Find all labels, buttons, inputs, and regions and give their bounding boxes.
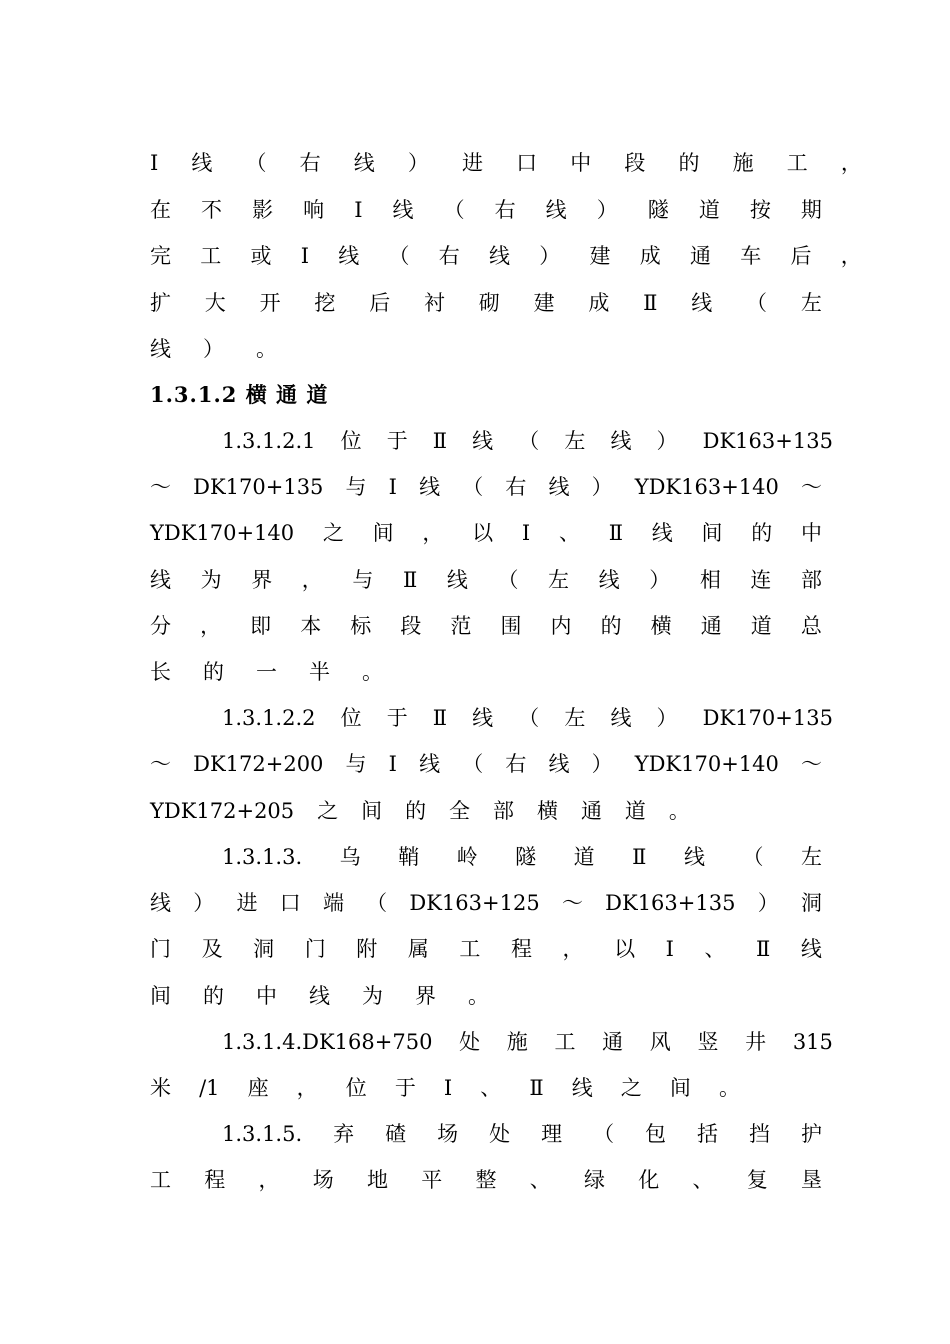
text-token: YDK170+140	[634, 752, 779, 776]
text-token: 通	[690, 244, 712, 268]
text-token: 道	[573, 845, 595, 869]
text-token: 线	[446, 568, 468, 592]
text-token: 部	[801, 568, 822, 592]
text-token: 与	[345, 475, 367, 499]
text-token: 线	[150, 568, 171, 592]
text-token: 中	[800, 521, 822, 545]
text-token: 为	[362, 984, 383, 1008]
text-token: 井	[745, 1030, 767, 1054]
text-token: 线	[150, 337, 171, 361]
text-token: 挡	[749, 1122, 771, 1146]
text-token: 乌	[339, 845, 361, 869]
text-token: 右	[299, 151, 321, 175]
text-token: 洞	[253, 937, 275, 961]
text-token: 线	[548, 752, 570, 776]
text-token: 线	[489, 244, 511, 268]
text-line	[222, 426, 833, 456]
text-token: 线	[338, 244, 360, 268]
text-token: 界	[415, 984, 436, 1008]
text-token: 的	[405, 799, 427, 823]
text-token: 处	[459, 1030, 481, 1054]
text-token: ，	[258, 1168, 280, 1192]
text-token: 处	[489, 1122, 511, 1146]
text-token: 车	[740, 244, 762, 268]
text-token: 理	[541, 1122, 563, 1146]
text-token: 岭	[456, 845, 478, 869]
text-token: 之	[620, 1076, 642, 1100]
text-line	[222, 1027, 833, 1057]
text-token: Ⅱ	[756, 937, 771, 961]
text-token: 左	[800, 291, 822, 315]
text-token: （	[388, 244, 410, 268]
text-token: （	[462, 752, 484, 776]
text-line	[150, 1073, 740, 1103]
text-token: ）	[656, 706, 678, 730]
text-token: 内	[550, 614, 572, 638]
text-token: 响	[303, 198, 325, 222]
text-line	[150, 934, 822, 964]
text-token: 在	[150, 198, 171, 222]
text-token: 。	[362, 660, 383, 684]
text-token: ，	[296, 1076, 318, 1100]
text-token: 建	[533, 291, 555, 315]
text-token: 位	[345, 1076, 367, 1100]
text-token: 部	[493, 799, 514, 823]
text-token: 横	[650, 614, 672, 638]
text-token: 为	[200, 568, 222, 592]
text-token: DK172+200	[193, 752, 324, 776]
text-token: 间	[669, 1076, 691, 1100]
text-token: Ⅱ	[643, 291, 658, 315]
text-token: Ⅱ	[402, 568, 418, 592]
text-token: 后	[790, 244, 812, 268]
text-token: 施	[732, 151, 754, 175]
text-token: 隧	[515, 845, 537, 869]
text-token: 扩	[150, 291, 171, 315]
text-token: ）	[757, 891, 779, 915]
text-token: 、	[692, 1168, 714, 1192]
text-token: 与	[352, 568, 374, 592]
text-token: （	[518, 429, 540, 453]
text-token: 。	[256, 337, 277, 361]
text-token: 成	[588, 291, 610, 315]
text-line	[150, 796, 690, 826]
text-token: （	[593, 1122, 615, 1146]
text-token: 洞	[800, 891, 822, 915]
text-token: （	[742, 845, 764, 869]
text-token: Ⅰ	[388, 475, 397, 499]
text-token: DK163+135	[702, 429, 833, 453]
text-token: 线	[800, 937, 822, 961]
text-token: 的	[203, 660, 224, 684]
text-token: ）	[596, 198, 618, 222]
text-token: 场	[312, 1168, 334, 1192]
text-token: 线	[392, 198, 414, 222]
text-token: 连	[750, 568, 772, 592]
text-token: 场	[437, 1122, 459, 1146]
text-token: 期	[800, 198, 822, 222]
text-token: 全	[449, 799, 471, 823]
text-token: ～	[150, 752, 171, 776]
text-token: 线	[353, 151, 375, 175]
text-token: 位	[340, 706, 362, 730]
text-token: 鞘	[398, 845, 420, 869]
text-token: 1.3.1.3.	[222, 845, 303, 869]
text-token: ）	[649, 568, 671, 592]
text-token: DK170+135	[193, 475, 324, 499]
text-token: 于	[394, 1076, 416, 1100]
text-token: 或	[250, 244, 272, 268]
text-token: 开	[259, 291, 281, 315]
text-token: 、	[558, 521, 580, 545]
text-token: Ⅱ	[432, 706, 448, 730]
text-token: 半	[309, 660, 330, 684]
text-line	[222, 703, 833, 733]
text-token: （	[245, 151, 267, 175]
text-token: 绿	[584, 1168, 605, 1192]
text-token: 的	[678, 151, 700, 175]
text-token: 1.3.1.2.2	[222, 706, 316, 730]
text-token: 线	[419, 752, 441, 776]
text-token: 间	[150, 984, 171, 1008]
text-token: 1.3.1.2.1	[222, 429, 316, 453]
text-token: 315	[792, 1030, 833, 1054]
text-token: /1	[199, 1076, 220, 1100]
text-token: 竖	[697, 1030, 719, 1054]
text-token: 程	[204, 1168, 226, 1192]
text-token: 。	[718, 1076, 740, 1100]
text-token: ，	[200, 614, 222, 638]
text-token: 左	[564, 429, 586, 453]
text-token: ）	[656, 429, 678, 453]
text-token: 1.3.1.5.	[222, 1122, 303, 1146]
text-token: 之	[317, 799, 339, 823]
text-token: ）	[591, 475, 613, 499]
text-token: 位	[340, 429, 362, 453]
text-token: 围	[500, 614, 522, 638]
text-token: 按	[749, 198, 771, 222]
text-token: 砌	[478, 291, 500, 315]
text-token: 段	[400, 614, 422, 638]
text-token: Ⅱ	[632, 845, 647, 869]
text-token: 括	[697, 1122, 719, 1146]
text-token: YDK170+140	[150, 521, 295, 545]
text-line	[150, 749, 822, 779]
text-token: （	[462, 475, 484, 499]
text-token: 的	[751, 521, 773, 545]
text-token: 风	[649, 1030, 671, 1054]
text-token: 进	[236, 891, 258, 915]
text-token: 中	[570, 151, 592, 175]
text-token: 大	[204, 291, 226, 315]
text-token: 相	[699, 568, 721, 592]
text-token: 本	[300, 614, 322, 638]
text-token: 线	[651, 521, 673, 545]
text-token: 附	[356, 937, 378, 961]
text-token: 口	[516, 151, 538, 175]
text-token: 总	[800, 614, 822, 638]
text-token: 左	[548, 568, 570, 592]
text-token: ）	[539, 244, 561, 268]
text-line	[150, 657, 822, 687]
text-token: ～	[561, 891, 583, 915]
text-token: 一	[256, 660, 277, 684]
text-token: 之	[322, 521, 344, 545]
text-token: 端	[322, 891, 344, 915]
text-token: 复	[746, 1168, 768, 1192]
text-token: 分	[150, 614, 171, 638]
text-token: ）	[591, 752, 613, 776]
text-token: 1.3.1.4.DK168+750	[222, 1030, 433, 1054]
text-token: 长	[150, 660, 171, 684]
text-token: 线	[598, 568, 620, 592]
text-line	[150, 148, 862, 178]
text-token: ～	[801, 475, 822, 499]
text-token: 界	[251, 568, 273, 592]
text-token: 施	[506, 1030, 528, 1054]
text-token: 工	[459, 937, 481, 961]
text-token: Ⅰ	[443, 1076, 453, 1100]
text-token: 段	[624, 151, 646, 175]
text-token: 影	[252, 198, 274, 222]
text-line	[150, 334, 822, 364]
text-line	[150, 518, 822, 548]
text-token: ～	[150, 475, 171, 499]
text-token: 以	[614, 937, 636, 961]
text-token: ，	[840, 244, 862, 268]
text-token: 线	[610, 429, 632, 453]
text-line	[150, 472, 822, 502]
text-token: 于	[386, 429, 408, 453]
text-token: 范	[450, 614, 472, 638]
text-token: 中	[256, 984, 277, 1008]
text-token: 通	[602, 1030, 624, 1054]
text-token: 程	[510, 937, 532, 961]
text-token: Ⅰ	[150, 151, 159, 175]
text-token: 工	[150, 1168, 171, 1192]
text-token: Ⅰ	[300, 244, 310, 268]
text-line	[150, 888, 822, 918]
text-token: 工	[786, 151, 808, 175]
text-token: 道	[750, 614, 772, 638]
text-token: 线	[419, 475, 441, 499]
text-token: 。	[668, 799, 690, 823]
text-line	[150, 241, 862, 271]
text-token: 、	[529, 1168, 551, 1192]
text-token: 衬	[423, 291, 445, 315]
text-token: 整	[475, 1168, 497, 1192]
text-token: 线	[150, 891, 171, 915]
text-token: 左	[800, 845, 822, 869]
text-token: 线	[309, 984, 330, 1008]
text-token: 米	[150, 1076, 171, 1100]
text-token: 间	[701, 521, 723, 545]
text-token: ）	[193, 891, 215, 915]
text-token: 间	[361, 799, 383, 823]
text-line	[222, 1119, 822, 1149]
text-token: Ⅱ	[529, 1076, 544, 1100]
text-token: 道	[698, 198, 720, 222]
text-token: 完	[150, 244, 171, 268]
text-token: 道	[624, 799, 646, 823]
text-token: 工	[200, 244, 222, 268]
text-token: 包	[645, 1122, 667, 1146]
text-token: 的	[203, 984, 224, 1008]
text-line	[150, 981, 822, 1011]
text-token: 垦	[801, 1168, 822, 1192]
text-token: 以	[472, 521, 494, 545]
text-token: ，	[840, 151, 862, 175]
text-token: YDK163+140	[634, 475, 779, 499]
text-token: 线	[545, 198, 567, 222]
text-line	[150, 1165, 822, 1195]
text-token: 线	[571, 1076, 593, 1100]
text-token: 通	[580, 799, 602, 823]
text-token: （	[443, 198, 465, 222]
text-token: 及	[201, 937, 223, 961]
text-token: Ⅰ	[521, 521, 531, 545]
text-token: 不	[201, 198, 223, 222]
text-token: 线	[472, 429, 494, 453]
text-token: 建	[589, 244, 611, 268]
text-token: 线	[691, 291, 713, 315]
text-token: 弃	[333, 1122, 355, 1146]
text-token: （	[497, 568, 519, 592]
text-token: DK163+125	[409, 891, 540, 915]
text-token: 线	[610, 706, 632, 730]
text-token: 右	[505, 752, 527, 776]
text-token: 隧	[647, 198, 669, 222]
text-token: 平	[421, 1168, 443, 1192]
text-token: 线	[191, 151, 213, 175]
text-token: 挖	[314, 291, 336, 315]
text-token: Ⅱ	[608, 521, 623, 545]
text-token: 化	[638, 1168, 660, 1192]
text-token: ～	[801, 752, 822, 776]
text-token: DK163+135	[605, 891, 736, 915]
text-token: 座	[247, 1076, 269, 1100]
text-token: 门	[304, 937, 326, 961]
text-token: 横	[536, 799, 558, 823]
text-token: 通	[700, 614, 722, 638]
text-token: Ⅱ	[432, 429, 448, 453]
text-token: 属	[407, 937, 429, 961]
text-token: 即	[250, 614, 272, 638]
text-token: 、	[704, 937, 726, 961]
text-token: 后	[369, 291, 391, 315]
text-token: Ⅰ	[388, 752, 397, 776]
text-token: 于	[386, 706, 408, 730]
text-token: 右	[505, 475, 527, 499]
text-token: 碴	[385, 1122, 407, 1146]
text-token: DK170+135	[702, 706, 833, 730]
text-token: ）	[203, 337, 224, 361]
text-token: ，	[562, 937, 584, 961]
text-token: 地	[367, 1168, 388, 1192]
text-token: ）	[407, 151, 429, 175]
text-token: （	[746, 291, 768, 315]
text-token: 线	[472, 706, 494, 730]
text-token: （	[518, 706, 540, 730]
text-token: 线	[548, 475, 570, 499]
text-token: （	[366, 891, 388, 915]
text-token: 。	[468, 984, 489, 1008]
text-token: 成	[639, 244, 661, 268]
text-token: 标	[350, 614, 372, 638]
text-token: 进	[462, 151, 484, 175]
text-token: Ⅰ	[665, 937, 674, 961]
section-heading: 1.3.1.2 横 通 道	[150, 382, 329, 407]
text-line	[222, 842, 822, 872]
text-token: 护	[801, 1122, 822, 1146]
text-token: 线	[683, 845, 705, 869]
text-token: ，	[422, 521, 444, 545]
text-line	[150, 611, 822, 641]
text-token: 右	[438, 244, 460, 268]
text-token: Ⅰ	[354, 198, 363, 222]
text-line	[150, 195, 822, 225]
text-token: ，	[301, 568, 323, 592]
text-token: 门	[150, 937, 171, 961]
text-line	[150, 565, 822, 595]
text-token: 、	[480, 1076, 502, 1100]
text-token: YDK172+205	[150, 799, 295, 823]
text-token: 工	[554, 1030, 576, 1054]
text-line	[150, 288, 822, 318]
text-token: 右	[494, 198, 516, 222]
text-token: 口	[279, 891, 301, 915]
text-token: 左	[564, 706, 586, 730]
text-token: 与	[345, 752, 367, 776]
text-token: 的	[600, 614, 622, 638]
text-token: 间	[372, 521, 394, 545]
